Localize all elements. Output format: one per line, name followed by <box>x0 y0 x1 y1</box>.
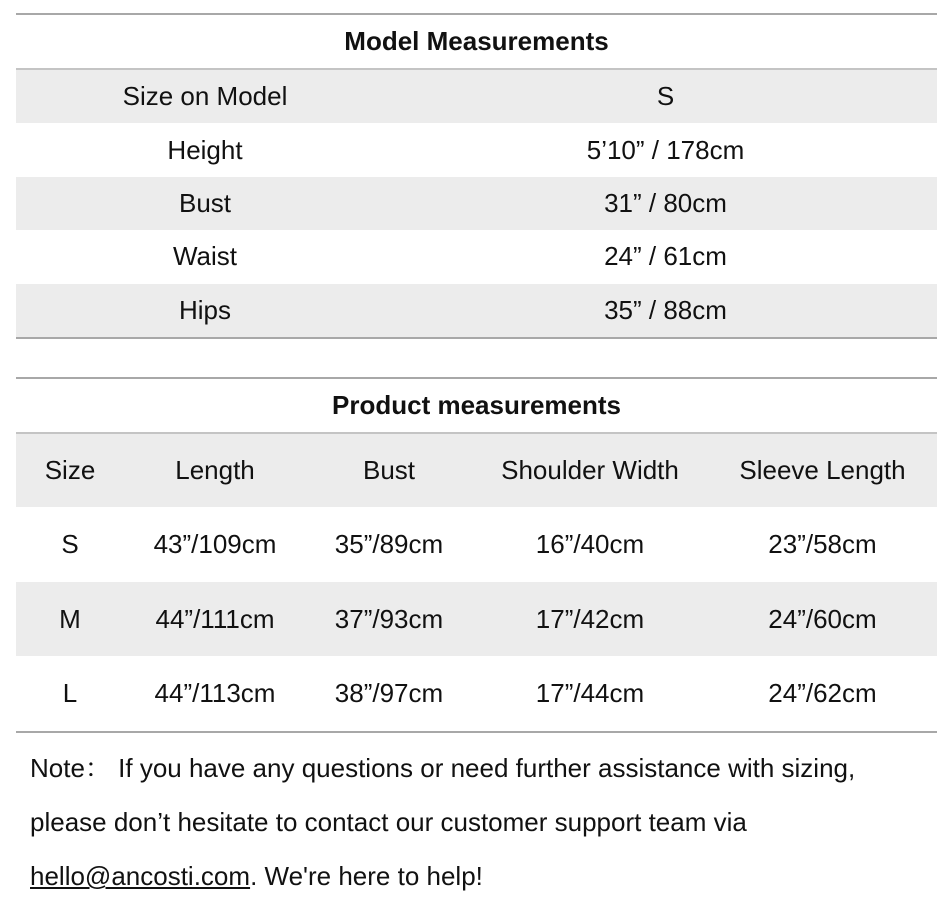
table-row <box>16 507 937 582</box>
table-cell: 38”/97cm <box>334 678 444 709</box>
note-text: Note： If you have any questions or need further assistance with sizing, please don’t hesitate to contact our customer support team via <box>30 753 856 837</box>
table-cell: 35”/89cm <box>334 528 444 559</box>
table-cell: 24”/60cm <box>768 603 877 634</box>
product-table-title: Product measurements <box>16 379 937 434</box>
column-header: Shoulder Width <box>501 455 679 485</box>
table-row <box>16 70 937 123</box>
column-header: Length <box>175 455 255 485</box>
table-row <box>16 230 937 283</box>
table-cell: 17”/42cm <box>535 603 645 634</box>
column-header: Bust <box>362 455 416 485</box>
row-label: Bust <box>178 187 232 218</box>
table-cell: S <box>61 528 79 559</box>
table-row <box>16 123 937 176</box>
table-cell: 16”/40cm <box>535 528 645 559</box>
table-cell: 23”/58cm <box>768 528 877 559</box>
table-row <box>16 284 937 337</box>
table-cell: 44”/113cm <box>154 678 276 709</box>
table-row <box>16 582 937 657</box>
table-header-row <box>16 434 937 507</box>
model-measurements-table <box>16 13 937 339</box>
table-cell: 24”/62cm <box>768 678 877 709</box>
row-label: Waist <box>172 241 238 272</box>
note-text-end: . We're here to help! <box>250 861 483 891</box>
support-email-link[interactable]: hello@ancosti.com <box>30 861 251 891</box>
column-header: Sleeve Length <box>739 455 906 485</box>
table-cell: 17”/44cm <box>535 678 645 709</box>
table-cell: M <box>59 603 81 634</box>
product-measurements-table <box>16 377 937 733</box>
table-row <box>16 656 937 731</box>
support-note <box>30 741 930 903</box>
row-value: 5’10” / 178cm <box>586 134 745 165</box>
table-cell: 37”/93cm <box>334 603 444 634</box>
column-header: Size <box>44 455 96 485</box>
model-table-title: Model Measurements <box>16 15 937 70</box>
row-label: Size on Model <box>122 81 288 112</box>
table-cell: 44”/111cm <box>155 603 275 634</box>
row-value: 35” / 88cm <box>604 294 727 325</box>
table-row <box>16 177 937 230</box>
row-label: Hips <box>178 294 231 325</box>
row-value: S <box>656 81 675 112</box>
row-value: 31” / 80cm <box>604 187 727 218</box>
row-value: 24” / 61cm <box>604 241 727 272</box>
table-cell: 43”/109cm <box>153 528 277 559</box>
table-cell: L <box>62 678 78 709</box>
row-label: Height <box>167 134 243 165</box>
